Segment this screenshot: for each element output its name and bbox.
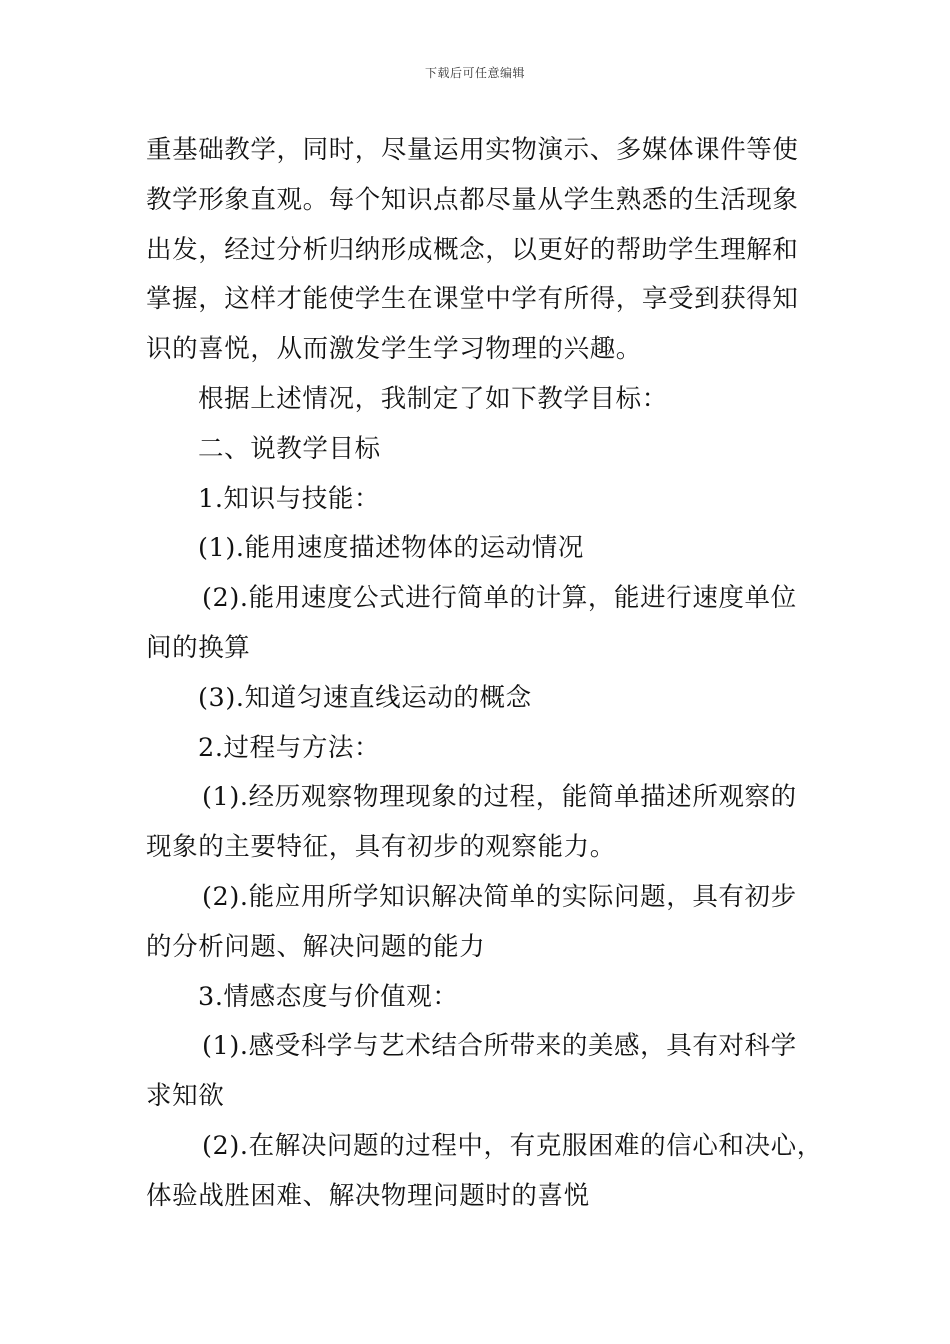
text-line: 求知欲 xyxy=(146,1081,225,1112)
text-line: 间的换算 xyxy=(146,632,251,663)
list-item: (1).感受科学与艺术结合所带来的美感，具有对科学 xyxy=(202,1031,797,1062)
text-line: 掌握，这样才能使学生在课堂中学有所得，享受到获得知 xyxy=(146,284,799,315)
section-heading: 二、说教学目标 xyxy=(198,433,381,464)
text-line: 识的喜悦，从而激发学生学习物理的兴趣。 xyxy=(146,334,642,365)
list-item: (1).经历观察物理现象的过程，能简单描述所观察的 xyxy=(202,782,797,813)
document-body xyxy=(146,126,823,1222)
text-line: 现象的主要特征，具有初步的观察能力。 xyxy=(146,832,616,863)
text-line: 体验战胜困难、解决物理问题时的喜悦 xyxy=(146,1180,590,1211)
text-line: 根据上述情况，我制定了如下教学目标： xyxy=(198,383,668,414)
text-line: 出发，经过分析归纳形成概念，以更好的帮助学生理解和 xyxy=(146,234,799,265)
list-item: (3).知道匀速直线运动的概念 xyxy=(198,682,532,713)
subsection-heading: 2.过程与方法： xyxy=(198,732,381,763)
subsection-heading: 3.情感态度与价值观： xyxy=(198,981,459,1012)
text-line: 的分析问题、解决问题的能力 xyxy=(146,931,486,962)
subsection-heading: 1.知识与技能： xyxy=(198,483,381,514)
text-line: 重基础教学，同时，尽量运用实物演示、多媒体课件等使 xyxy=(146,135,799,165)
list-item: (2).能用速度公式进行简单的计算，能进行速度单位 xyxy=(202,583,797,614)
list-item: (1).能用速度描述物体的运动情况 xyxy=(198,533,584,564)
list-item: (2).在解决问题的过程中，有克服困难的信心和决心， xyxy=(202,1130,823,1161)
list-item: (2).能应用所学知识解决简单的实际问题，具有初步 xyxy=(202,881,797,912)
text-line: 教学形象直观。每个知识点都尽量从学生熟悉的生活现象 xyxy=(146,184,799,215)
page-header-note: 下载后可任意编辑 xyxy=(424,66,525,80)
